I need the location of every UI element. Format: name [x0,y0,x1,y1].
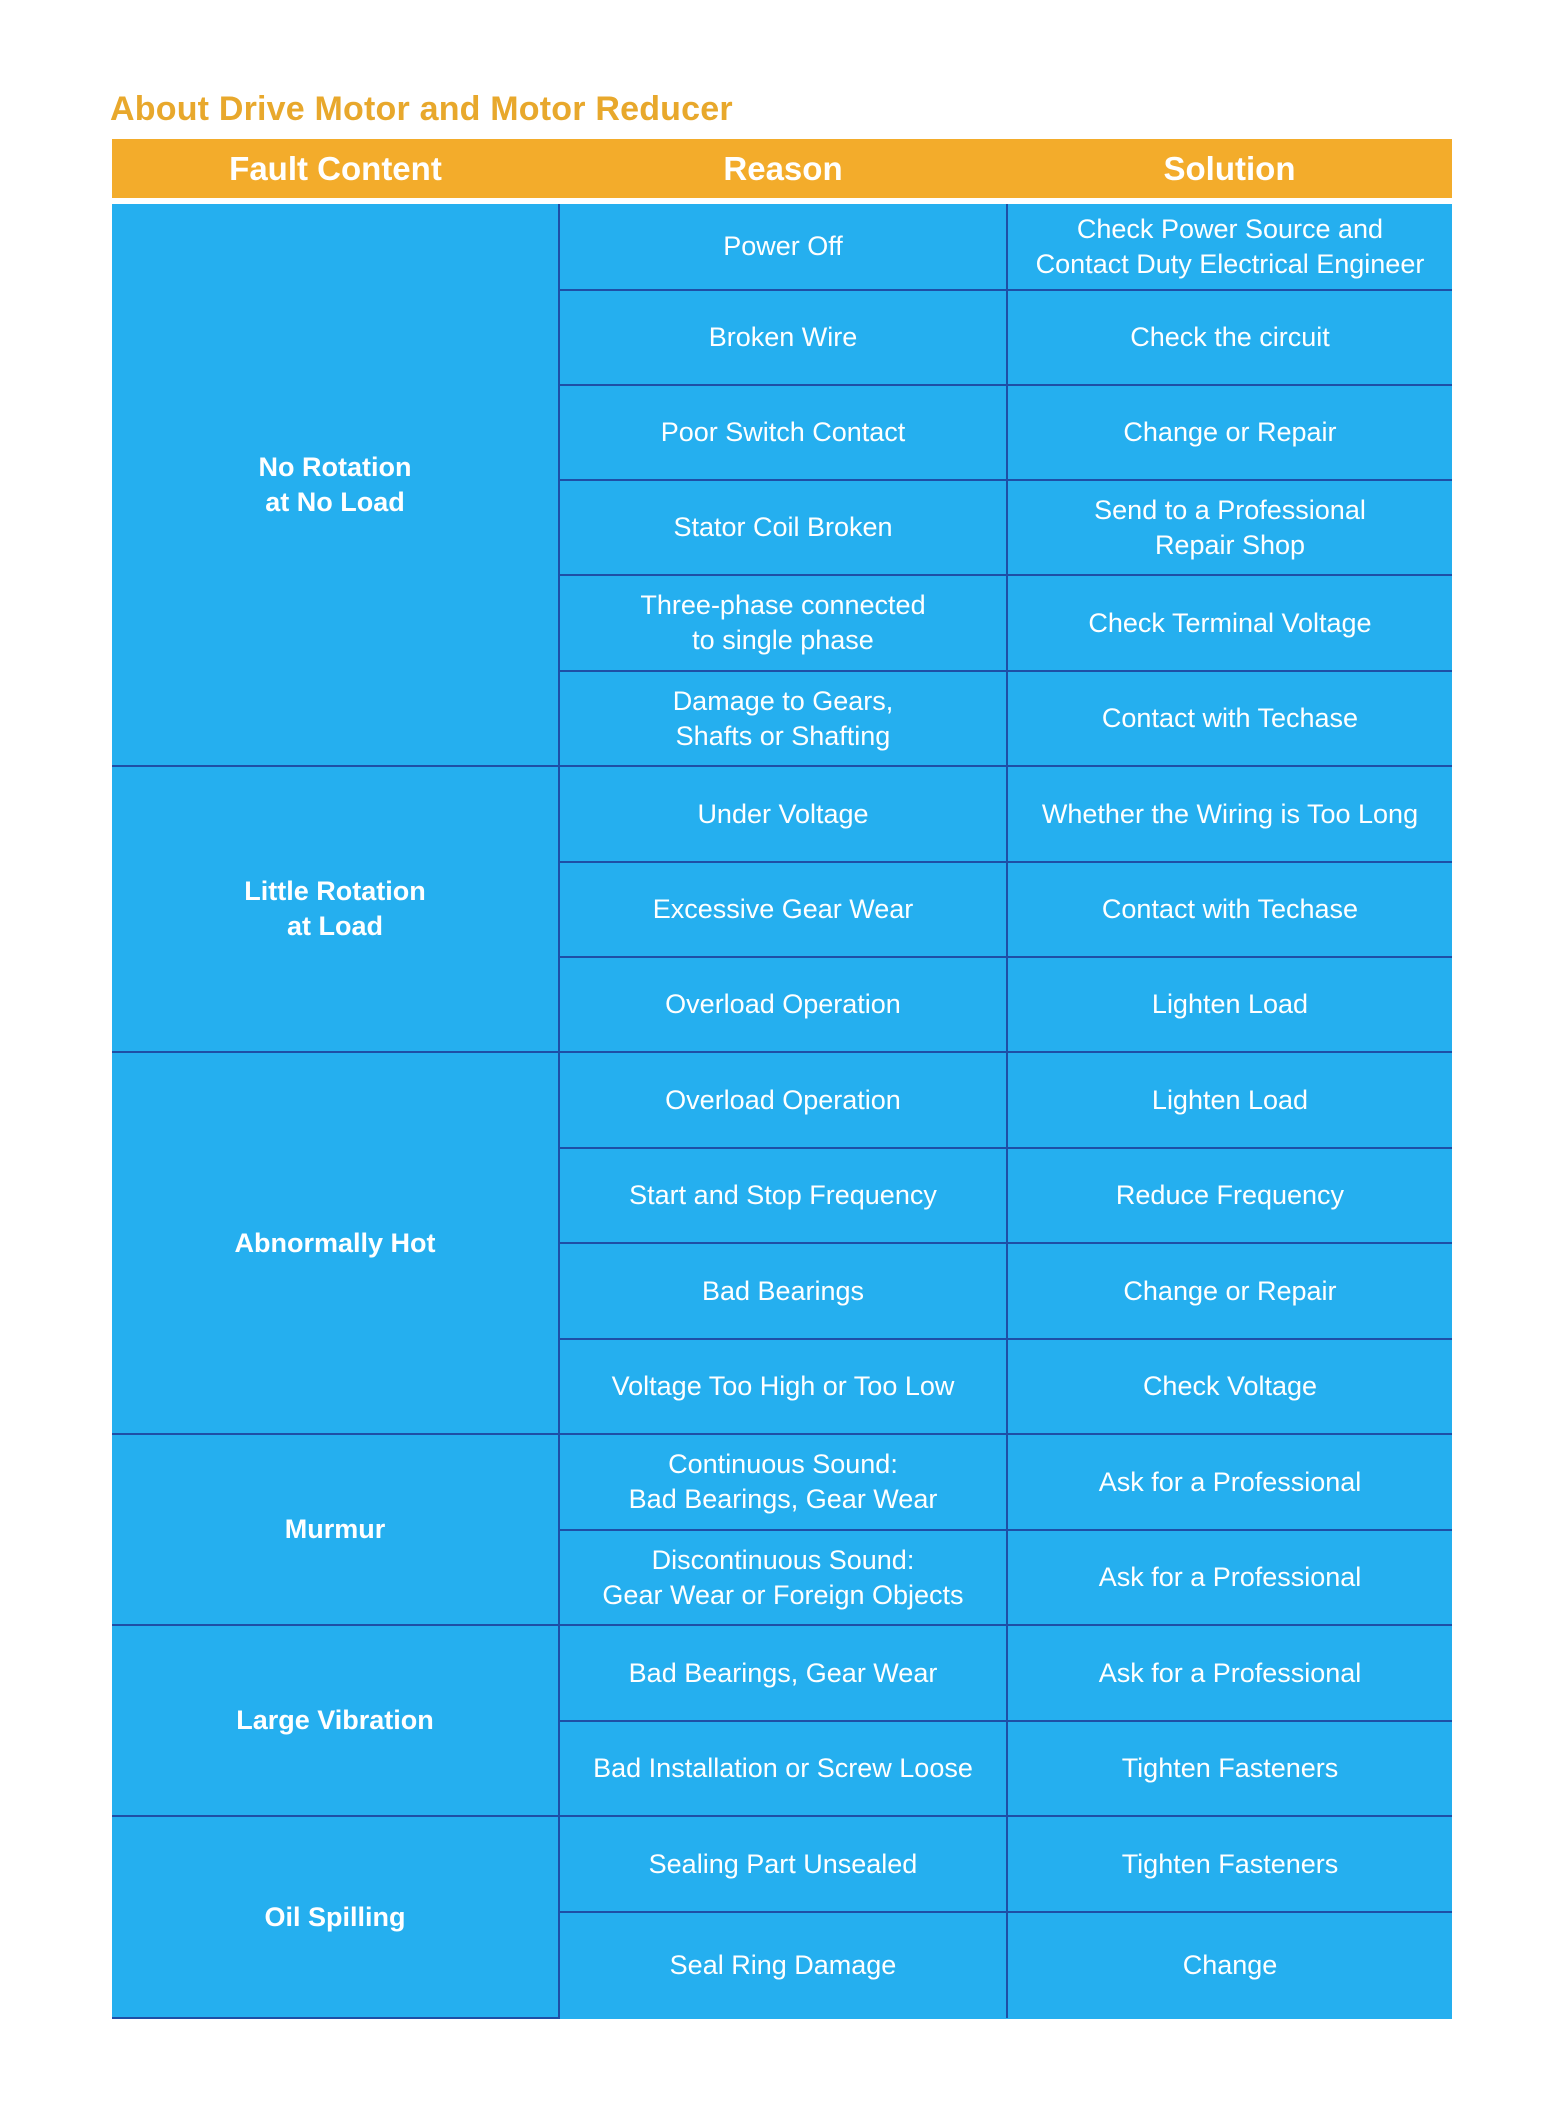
fault-cell: Abnormally Hot [112,1052,559,1434]
solution-cell: Ask for a Professional [1007,1434,1452,1530]
reason-cell: Start and Stop Frequency [559,1148,1007,1243]
table-row [112,204,1452,290]
reason-cell: Bad Bearings [559,1243,1007,1339]
reason-cell: Damage to Gears, Shafts or Shafting [559,671,1007,766]
solution-cell: Tighten Fasteners [1007,1816,1452,1912]
fault-cell: Murmur [112,1434,559,1625]
solution-cell: Change or Repair [1007,1243,1452,1339]
reason-cell: Bad Bearings, Gear Wear [559,1625,1007,1721]
reason-cell: Three-phase connected to single phase [559,575,1007,671]
solution-cell: Check Voltage [1007,1339,1452,1434]
fault-cell: No Rotation at No Load [112,204,559,766]
reason-cell: Bad Installation or Screw Loose [559,1721,1007,1816]
fault-cell: Little Rotation at Load [112,766,559,1052]
page-title: About Drive Motor and Motor Reducer [110,90,733,128]
solution-cell: Check Terminal Voltage [1007,575,1452,671]
reason-cell: Stator Coil Broken [559,480,1007,575]
table-header [112,139,1452,198]
fault-table [112,204,1452,2019]
solution-cell: Lighten Load [1007,957,1452,1052]
reason-cell: Overload Operation [559,957,1007,1052]
reason-cell: Under Voltage [559,766,1007,862]
reason-cell: Seal Ring Damage [559,1912,1007,2018]
solution-cell: Check the circuit [1007,290,1452,385]
solution-cell: Check Power Source and Contact Duty Electrical Engineer [1007,204,1452,290]
reason-cell: Excessive Gear Wear [559,862,1007,957]
header-solution: Solution [1163,149,1296,187]
reason-cell: Continuous Sound: Bad Bearings, Gear Wear [559,1434,1007,1530]
solution-cell: Reduce Frequency [1007,1148,1452,1243]
reason-cell: Sealing Part Unsealed [559,1816,1007,1912]
table-row [112,766,1452,862]
solution-cell: Contact with Techase [1007,671,1452,766]
table-row [112,1434,1452,1530]
table-row [112,1625,1452,1721]
header-fault-content: Fault Content [229,149,442,187]
reason-cell: Power Off [559,204,1007,290]
reason-cell: Overload Operation [559,1052,1007,1148]
fault-cell: Oil Spilling [112,1816,559,2018]
solution-cell: Tighten Fasteners [1007,1721,1452,1816]
fault-cell: Large Vibration [112,1625,559,1816]
reason-cell: Voltage Too High or Too Low [559,1339,1007,1434]
solution-cell: Send to a Professional Repair Shop [1007,480,1452,575]
solution-cell: Change [1007,1912,1452,2018]
solution-cell: Ask for a Professional [1007,1530,1452,1625]
solution-cell: Change or Repair [1007,385,1452,480]
reason-cell: Broken Wire [559,290,1007,385]
solution-cell: Lighten Load [1007,1052,1452,1148]
solution-cell: Whether the Wiring is Too Long [1007,766,1452,862]
reason-cell: Discontinuous Sound: Gear Wear or Foreign Objects [559,1530,1007,1625]
table-row [112,1816,1452,1912]
table-row [112,1052,1452,1148]
reason-cell: Poor Switch Contact [559,385,1007,480]
solution-cell: Contact with Techase [1007,862,1452,957]
header-reason: Reason [723,149,843,187]
solution-cell: Ask for a Professional [1007,1625,1452,1721]
